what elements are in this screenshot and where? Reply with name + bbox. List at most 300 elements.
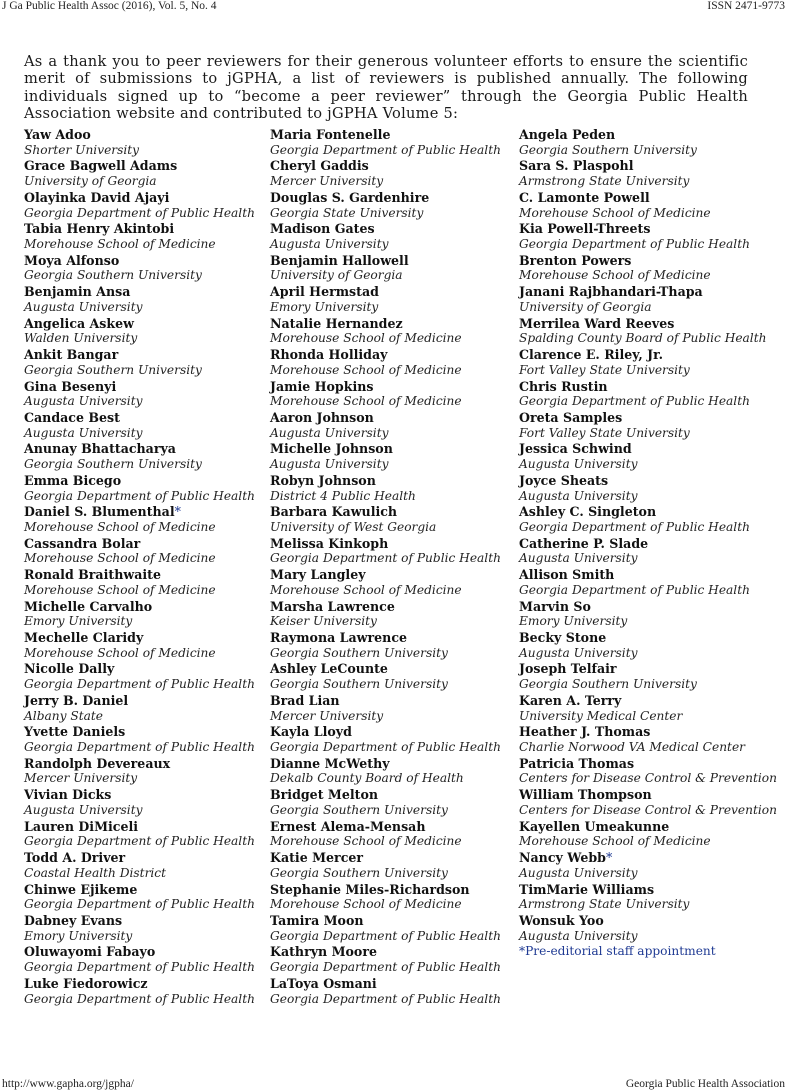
reviewer-name-text: Mechelle Claridy: [24, 630, 144, 645]
reviewer-entry: [24, 756, 264, 787]
reviewer-name-text: Cheryl Gaddis: [270, 158, 369, 174]
reviewer-name: [24, 158, 264, 174]
reviewer-affiliation: University of Georgia: [24, 174, 157, 189]
reviewer-entry: [24, 127, 264, 158]
reviewer-name-text: Joseph Telfair: [519, 661, 617, 677]
reviewer-name: [24, 253, 264, 269]
reviewer-name: [270, 630, 515, 646]
reviewer-entry: [24, 473, 264, 504]
reviewer-name-text: Oluwayomi Fabayo: [24, 944, 156, 960]
reviewer-name-text: Cassandra Bolar: [24, 535, 141, 551]
reviewer-name-text: Raymona Lawrence: [270, 630, 408, 645]
reviewer-entry: [24, 190, 264, 221]
reviewer-entry: [270, 599, 515, 630]
reviewer-name: [24, 284, 264, 300]
reviewer-name-text: Marsha Lawrence: [270, 598, 395, 614]
reviewer-affiliation: Armstrong State University: [519, 897, 690, 912]
reviewer-name: [270, 221, 515, 237]
reviewer-affiliation: Coastal Health District: [24, 865, 167, 880]
reviewer-name-text: Joyce Sheats: [519, 472, 609, 488]
reviewer-affiliation: Augusta University: [270, 237, 389, 252]
reviewer-name-text: Ernest Alema-Mensah: [270, 818, 426, 834]
reviewer-name-text: Lauren DiMiceli: [24, 818, 139, 834]
reviewer-affiliation: Georgia Southern University: [270, 865, 448, 880]
reviewer-name: [270, 724, 515, 740]
reviewer-name: [270, 536, 515, 552]
reviewer-name: [24, 221, 264, 237]
reviewer-name-text: LaToya Osmani: [270, 975, 377, 991]
reviewer-name: [519, 504, 789, 520]
reviewer-name-text: Barbara Kawulich: [270, 504, 398, 520]
reviewer-name-text: Tabia Henry Akintobi: [24, 221, 175, 237]
reviewer-entry: [24, 787, 264, 818]
reviewer-affiliation: Georgia Southern University: [519, 142, 697, 157]
reviewer-affiliation: Georgia Department of Public Health: [270, 928, 501, 943]
reviewer-affiliation: Georgia Department of Public Health: [519, 519, 750, 534]
reviewer-name: [24, 536, 264, 552]
reviewer-entry: [519, 787, 789, 818]
reviewer-entry: [24, 158, 264, 189]
reviewer-name: [519, 599, 789, 615]
reviewer-name: [519, 127, 789, 143]
reviewer-name: [24, 127, 264, 143]
reviewer-affiliation: Augusta University: [270, 425, 389, 440]
reviewer-affiliation: Charlie Norwood VA Medical Center: [519, 740, 745, 755]
reviewer-name: [519, 379, 789, 395]
reviewer-name: [24, 567, 264, 583]
reviewer-entry: [270, 693, 515, 724]
reviewer-name: [519, 567, 789, 583]
reviewer-affiliation: Centers for Disease Control & Prevention: [519, 802, 777, 817]
reviewer-name: [270, 284, 515, 300]
reviewer-entry: [519, 724, 789, 755]
reviewer-affiliation: Walden University: [24, 331, 138, 346]
reviewer-name: [270, 158, 515, 174]
reviewer-name-text: Katie Mercer: [270, 850, 364, 866]
reviewer-entry: [519, 882, 789, 913]
reviewer-affiliation: Fort Valley State University: [519, 425, 690, 440]
reviewer-column-1: [24, 127, 264, 1007]
reviewer-entry: [24, 630, 264, 661]
reviewer-name-text: Brad Lian: [270, 692, 340, 708]
reviewer-name-text: Allison Smith: [519, 567, 615, 583]
reviewer-entry: [519, 473, 789, 504]
reviewer-entry: [270, 284, 515, 315]
reviewer-affiliation: Augusta University: [519, 551, 638, 566]
reviewer-entry: [24, 441, 264, 472]
reviewer-affiliation: District 4 Public Health: [270, 488, 416, 503]
reviewer-affiliation: Augusta University: [24, 394, 143, 409]
reviewer-affiliation: Georgia Southern University: [24, 362, 202, 377]
reviewer-affiliation: Georgia Department of Public Health: [24, 991, 255, 1006]
reviewer-name-text: Todd A. Driver: [24, 850, 126, 866]
reviewer-name: [519, 913, 789, 929]
reviewer-name-text: Angela Peden: [519, 127, 616, 142]
reviewer-name-text: Karen A. Terry: [519, 692, 622, 708]
staff-marker: *: [605, 850, 613, 866]
reviewer-affiliation: Augusta University: [519, 865, 638, 880]
reviewer-affiliation: Morehouse School of Medicine: [270, 394, 462, 409]
reviewer-name: [24, 882, 264, 898]
reviewer-name: [519, 284, 789, 300]
reviewer-name: [270, 756, 515, 772]
reviewer-name: [270, 441, 515, 457]
reviewer-entry: [24, 379, 264, 410]
reviewer-name-text: Olayinka David Ajayi: [24, 189, 170, 205]
reviewer-name: [519, 724, 789, 740]
reviewer-name-text: Benjamin Ansa: [24, 284, 131, 300]
reviewer-affiliation: Georgia Department of Public Health: [24, 488, 255, 503]
reviewer-name: [24, 316, 264, 332]
reviewer-entry: [270, 347, 515, 378]
reviewer-entry: [270, 441, 515, 472]
reviewer-name: [519, 190, 789, 206]
reviewer-name-text: Madison Gates: [270, 221, 375, 237]
reviewer-affiliation: Georgia State University: [270, 205, 424, 220]
reviewer-entry: [519, 190, 789, 221]
organization-footer: Georgia Public Health Association: [625, 1078, 785, 1090]
reviewer-column-2: [270, 127, 515, 1007]
reviewer-name: [519, 630, 789, 646]
reviewer-name: [24, 661, 264, 677]
reviewer-affiliation: Georgia Department of Public Health: [24, 834, 255, 849]
reviewer-name-text: Dianne McWethy: [270, 755, 390, 771]
reviewer-affiliation: University of West Georgia: [270, 519, 437, 534]
reviewer-affiliation: Centers for Disease Control & Prevention: [519, 771, 777, 786]
reviewer-name: [270, 976, 515, 992]
reviewer-entry: [270, 850, 515, 881]
reviewer-affiliation: Augusta University: [270, 457, 389, 472]
reviewer-name-text: Ashley LeCounte: [270, 661, 388, 677]
reviewer-name-text: Aaron Johnson: [270, 409, 374, 425]
reviewer-entry: [24, 599, 264, 630]
reviewer-entry: [519, 536, 789, 567]
reviewer-affiliation: Augusta University: [519, 645, 638, 660]
reviewer-affiliation: University of Georgia: [519, 299, 652, 314]
reviewer-entry: [519, 441, 789, 472]
reviewer-name: [24, 441, 264, 457]
reviewer-name-text: Daniel S. Blumenthal: [24, 504, 175, 520]
reviewer-affiliation: Morehouse School of Medicine: [519, 205, 711, 220]
reviewer-entry: [270, 976, 515, 1007]
reviewer-name-text: Sara S. Plaspohl: [519, 158, 634, 174]
reviewer-name: [270, 913, 515, 929]
reviewer-affiliation: Georgia Department of Public Health: [519, 582, 750, 597]
reviewer-name: [519, 473, 789, 489]
reviewer-entry: [270, 630, 515, 661]
reviewer-name-text: Randolph Devereaux: [24, 755, 171, 771]
reviewer-affiliation: Emory University: [24, 614, 133, 629]
reviewer-name-text: April Hermstad: [270, 284, 379, 300]
reviewer-entry: [24, 819, 264, 850]
reviewer-entry: [519, 316, 789, 347]
reviewer-name-text: Moya Alfonso: [24, 252, 120, 268]
intro-paragraph: As a thank you to peer reviewers for their generous volunteer efforts to ensure the scientific merit of submissions to jGPHA, a list of reviewers is published annually. The following individuals signed up to “become a peer reviewer” through the Georgia Public Health Association website and contributed to jGPHA Volume 5:: [24, 52, 748, 123]
reviewer-entry: [270, 253, 515, 284]
reviewer-affiliation: Augusta University: [519, 457, 638, 472]
reviewer-name: [270, 567, 515, 583]
reviewer-name: [270, 127, 515, 143]
reviewer-affiliation: Georgia Department of Public Health: [270, 960, 501, 975]
reviewer-affiliation: Mercer University: [270, 708, 384, 723]
reviewer-name: [24, 913, 264, 929]
reviewer-entry: [519, 630, 789, 661]
reviewer-name: [270, 379, 515, 395]
reviewer-name-text: Patricia Thomas: [519, 755, 635, 771]
reviewer-affiliation: Augusta University: [519, 928, 638, 943]
reviewer-name: [24, 724, 264, 740]
reviewer-affiliation: Armstrong State University: [519, 174, 690, 189]
reviewer-name: [24, 347, 264, 363]
reviewer-name-text: Michelle Johnson: [270, 441, 393, 457]
reviewer-name-text: Kayla Lloyd: [270, 724, 352, 740]
reviewer-name: [24, 850, 264, 866]
reviewer-affiliation: Morehouse School of Medicine: [24, 582, 216, 597]
reviewer-name: [519, 693, 789, 709]
reviewer-entry: [270, 724, 515, 755]
reviewer-affiliation: Morehouse School of Medicine: [24, 551, 216, 566]
reviewer-affiliation: Morehouse School of Medicine: [270, 582, 462, 597]
reviewer-name: [270, 253, 515, 269]
reviewer-name-text: Jerry B. Daniel: [24, 692, 129, 708]
reviewer-name: [24, 819, 264, 835]
reviewer-name-text: Robyn Johnson: [270, 472, 376, 488]
reviewer-name: [270, 787, 515, 803]
reviewer-entry: [270, 756, 515, 787]
reviewer-entry: [519, 850, 789, 881]
reviewer-name: [519, 347, 789, 363]
reviewer-entry: [270, 882, 515, 913]
reviewer-name-text: Nancy Webb: [519, 850, 606, 866]
reviewer-entry: [24, 661, 264, 692]
reviewer-name: [270, 410, 515, 426]
reviewer-affiliation: University of Georgia: [270, 268, 403, 283]
reviewer-affiliation: Georgia Southern University: [270, 802, 448, 817]
reviewer-affiliation: Georgia Southern University: [270, 645, 448, 660]
reviewer-name-text: Maria Fontenelle: [270, 127, 391, 142]
reviewer-name: [519, 850, 789, 866]
reviewer-name: [24, 379, 264, 395]
reviewer-name-text: Ankit Bangar: [24, 347, 119, 363]
reviewer-entry: [519, 756, 789, 787]
reviewer-entry: [270, 567, 515, 598]
reviewer-affiliation: Morehouse School of Medicine: [24, 519, 216, 534]
reviewer-name-text: William Thompson: [519, 787, 652, 803]
reviewer-name: [519, 441, 789, 457]
reviewer-name: [24, 976, 264, 992]
reviewer-name: [24, 944, 264, 960]
reviewer-affiliation: Emory University: [24, 928, 133, 943]
reviewer-name: [270, 347, 515, 363]
reviewer-name-text: Vivian Dicks: [24, 787, 112, 803]
reviewer-affiliation: Spalding County Board of Public Health: [519, 331, 767, 346]
reviewer-name-text: Luke Fiedorowicz: [24, 975, 148, 991]
reviewer-name-text: Grace Bagwell Adams: [24, 158, 178, 174]
reviewer-entry: [24, 221, 264, 252]
reviewer-entry: [24, 882, 264, 913]
reviewer-name-text: C. Lamonte Powell: [519, 189, 650, 205]
reviewer-entry: [519, 253, 789, 284]
reviewer-affiliation: Morehouse School of Medicine: [270, 362, 462, 377]
reviewer-name: [270, 190, 515, 206]
reviewer-name: [24, 410, 264, 426]
reviewer-entry: [519, 410, 789, 441]
reviewer-name-text: Marvin So: [519, 598, 591, 614]
reviewer-name: [519, 787, 789, 803]
reviewer-entry: [270, 944, 515, 975]
reviewer-entry: [270, 536, 515, 567]
reviewer-name-text: Michelle Carvalho: [24, 598, 153, 614]
reviewer-name-text: Merrilea Ward Reeves: [519, 315, 675, 331]
reviewer-name: [519, 316, 789, 332]
reviewer-affiliation: Augusta University: [519, 488, 638, 503]
footnote: *Pre-editorial staff appointment: [519, 944, 716, 959]
reviewer-name-text: Yvette Daniels: [24, 724, 126, 740]
reviewer-name-text: Chris Rustin: [519, 378, 608, 394]
reviewer-name-text: Ronald Braithwaite: [24, 567, 161, 583]
reviewer-affiliation: University Medical Center: [519, 708, 683, 723]
reviewer-name-text: Anunay Bhattacharya: [24, 441, 176, 457]
reviewer-affiliation: Albany State: [24, 708, 103, 723]
reviewer-entry: [270, 158, 515, 189]
reviewer-affiliation: Keiser University: [270, 614, 377, 629]
reviewer-entry: [519, 379, 789, 410]
reviewer-entry: [270, 661, 515, 692]
reviewer-entry: [519, 127, 789, 158]
reviewer-name-text: Benjamin Hallowell: [270, 252, 409, 268]
reviewer-entry: [270, 504, 515, 535]
reviewer-affiliation: Georgia Department of Public Health: [24, 205, 255, 220]
reviewer-affiliation: Georgia Department of Public Health: [270, 740, 501, 755]
reviewer-entry: [519, 661, 789, 692]
reviewer-name: [270, 882, 515, 898]
reviewer-name-text: Nicolle Dally: [24, 661, 115, 677]
reviewer-name: [270, 819, 515, 835]
reviewer-name-text: Angelica Askew: [24, 315, 134, 331]
reviewer-name: [519, 819, 789, 835]
reviewer-entry: [519, 567, 789, 598]
reviewer-affiliation: Dekalb County Board of Health: [270, 771, 464, 786]
reviewer-name: [24, 599, 264, 615]
reviewer-name: [519, 756, 789, 772]
reviewer-affiliation: Georgia Department of Public Health: [24, 677, 255, 692]
reviewer-entry: [270, 190, 515, 221]
reviewer-name: [519, 661, 789, 677]
reviewer-affiliation: Mercer University: [270, 174, 384, 189]
reviewer-entry: [519, 819, 789, 850]
reviewer-affiliation: Georgia Southern University: [270, 677, 448, 692]
reviewer-entry: [24, 347, 264, 378]
reviewer-name-text: Yaw Adoo: [24, 127, 91, 142]
reviewer-name-text: Natalie Hernandez: [270, 315, 403, 331]
reviewer-name: [519, 158, 789, 174]
reviewer-affiliation: Georgia Department of Public Health: [519, 237, 750, 252]
reviewer-entry: [270, 787, 515, 818]
reviewer-affiliation: Morehouse School of Medicine: [270, 331, 462, 346]
reviewer-name-text: Gina Besenyi: [24, 378, 117, 394]
reviewer-name: [270, 944, 515, 960]
reviewer-entry: [519, 693, 789, 724]
reviewer-entry: [519, 284, 789, 315]
reviewer-affiliation: Georgia Southern University: [24, 457, 202, 472]
reviewer-name: [519, 882, 789, 898]
reviewer-affiliation: Georgia Department of Public Health: [24, 897, 255, 912]
reviewer-name-text: Wonsuk Yoo: [519, 912, 604, 928]
reviewer-entry: [270, 410, 515, 441]
reviewer-entry: [24, 913, 264, 944]
reviewer-affiliation: Georgia Department of Public Health: [270, 991, 501, 1006]
issn-header: ISSN 2471-9773: [707, 0, 785, 12]
reviewer-affiliation: Morehouse School of Medicine: [24, 237, 216, 252]
reviewer-entry: [24, 976, 264, 1007]
reviewer-name: [24, 693, 264, 709]
staff-marker: *: [174, 504, 181, 520]
reviewer-entry: [24, 693, 264, 724]
reviewer-name-text: Kathryn Moore: [270, 944, 377, 960]
reviewer-entry: [519, 221, 789, 252]
reviewer-affiliation: Emory University: [519, 614, 628, 629]
reviewer-name: [24, 504, 264, 520]
reviewer-entry: [24, 253, 264, 284]
reviewer-affiliation: Morehouse School of Medicine: [270, 834, 462, 849]
reviewer-entry: [24, 724, 264, 755]
reviewer-name-text: Janani Rajbhandari-Thapa: [519, 284, 703, 300]
reviewer-affiliation: Augusta University: [24, 425, 143, 440]
reviewer-name: [519, 536, 789, 552]
reviewer-name-text: Melissa Kinkoph: [270, 535, 389, 551]
reviewer-name: [270, 850, 515, 866]
reviewer-name-text: Emma Bicego: [24, 472, 122, 488]
reviewer-entry: [24, 410, 264, 441]
reviewer-entry: [519, 599, 789, 630]
reviewer-affiliation: Morehouse School of Medicine: [519, 268, 711, 283]
reviewer-entry: [24, 316, 264, 347]
website-url-footer[interactable]: http://www.gapha.org/jgpha/: [2, 1078, 134, 1090]
reviewer-name: [24, 190, 264, 206]
reviewer-name-text: Oreta Samples: [519, 409, 623, 425]
reviewer-name-text: Douglas S. Gardenhire: [270, 189, 430, 205]
reviewer-name-text: TimMarie Williams: [519, 881, 655, 897]
reviewer-name-text: Mary Langley: [270, 567, 366, 583]
reviewer-name-text: Jamie Hopkins: [270, 378, 374, 394]
reviewer-entry: [24, 944, 264, 975]
reviewer-name-text: Candace Best: [24, 409, 120, 425]
reviewer-name-text: Ashley C. Singleton: [519, 504, 657, 520]
reviewer-name-text: Chinwe Ejikeme: [24, 881, 138, 897]
reviewer-name: [270, 599, 515, 615]
reviewer-affiliation: Georgia Department of Public Health: [270, 142, 501, 157]
reviewer-entry: [519, 158, 789, 189]
reviewer-affiliation: Morehouse School of Medicine: [270, 897, 462, 912]
reviewer-entry: [270, 379, 515, 410]
reviewer-name: [270, 693, 515, 709]
reviewer-entry: [270, 127, 515, 158]
reviewer-name: [270, 504, 515, 520]
reviewer-entry: [270, 819, 515, 850]
journal-citation-header: J Ga Public Health Assoc (2016), Vol. 5, No. 4: [2, 0, 217, 12]
reviewer-affiliation: Mercer University: [24, 771, 138, 786]
reviewer-entry: [24, 567, 264, 598]
reviewer-affiliation: Georgia Department of Public Health: [24, 740, 255, 755]
reviewer-affiliation: Morehouse School of Medicine: [519, 834, 711, 849]
reviewer-name-text: Heather J. Thomas: [519, 724, 651, 740]
reviewer-entry: [519, 913, 789, 944]
reviewer-entry: [519, 504, 789, 535]
reviewer-affiliation: Shorter University: [24, 142, 140, 157]
reviewer-name: [270, 316, 515, 332]
reviewer-name: [270, 661, 515, 677]
reviewer-entry: [519, 347, 789, 378]
